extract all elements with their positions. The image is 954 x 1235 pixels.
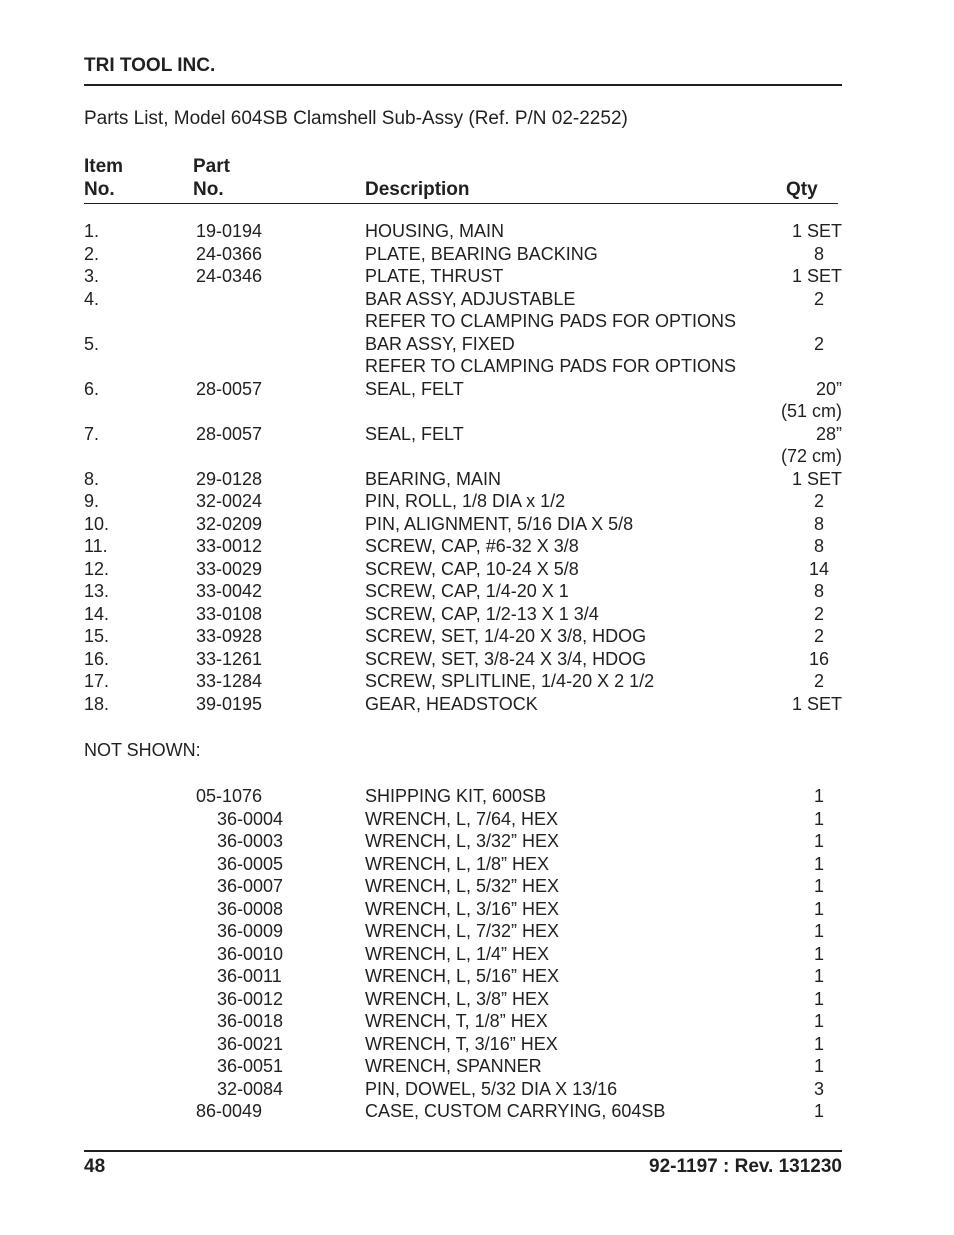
item-number: 7.	[84, 423, 100, 444]
table-row	[0, 965, 954, 988]
table-row	[0, 648, 954, 671]
column-header-part	[193, 155, 230, 201]
part-description: WRENCH, T, 3/16” HEX	[365, 1033, 558, 1054]
item-number: 14.	[84, 603, 110, 624]
part-description: SCREW, SET, 1/4-20 X 3/8, HDOG	[365, 626, 647, 646]
parts-table	[0, 220, 954, 715]
table-row	[0, 423, 954, 446]
item-number: 5.	[84, 333, 100, 354]
part-number: 36-0011	[217, 966, 282, 986]
part-description: SCREW, CAP, 1/2-13 X 1 3/4	[365, 603, 599, 624]
item-number: 2.	[84, 243, 100, 264]
part-number: 36-0012	[217, 988, 284, 1009]
table-row	[0, 1010, 954, 1033]
table-row	[0, 1100, 954, 1123]
table-row	[0, 558, 954, 581]
part-number: 24-0366	[196, 243, 263, 264]
item-number: 13.	[84, 581, 110, 601]
column-header-part-line2: No.	[193, 179, 224, 200]
item-number: 9.	[84, 491, 100, 511]
part-quantity: 2	[813, 603, 824, 624]
not-shown-label: NOT SHOWN:	[84, 740, 201, 760]
part-number: 33-0108	[196, 603, 263, 624]
table-row	[0, 1078, 954, 1101]
part-number: 28-0057	[196, 423, 263, 444]
part-number: 32-0209	[196, 513, 263, 534]
item-number: 3.	[84, 266, 100, 286]
table-row	[0, 288, 954, 311]
part-description: CASE, CUSTOM CARRYING, 604SB	[365, 1101, 666, 1121]
part-number: 36-0010	[217, 943, 284, 964]
part-quantity: 16	[808, 648, 830, 669]
part-description: SEAL, FELT	[365, 423, 464, 444]
column-header-item-line1: Item	[84, 156, 124, 177]
part-number: 39-0195	[196, 693, 263, 714]
part-number: 24-0346	[196, 266, 263, 286]
part-number: 05-1076	[196, 786, 263, 806]
item-number: 4.	[84, 288, 100, 309]
part-description: WRENCH, L, 3/8” HEX	[365, 988, 550, 1009]
page-subtitle: Parts List, Model 604SB Clamshell Sub-Assy (Ref. P/N 02-2252)	[84, 108, 628, 129]
part-number: 36-0009	[217, 921, 284, 941]
table-row	[0, 670, 954, 693]
table-row	[0, 378, 954, 401]
part-number: 33-0042	[196, 581, 263, 601]
part-description: SCREW, CAP, 1/4-20 X 1	[365, 581, 569, 601]
part-quantity: 1	[813, 808, 824, 829]
column-header-item	[84, 155, 123, 201]
table-row	[0, 1033, 954, 1056]
part-quantity: 1 SET	[791, 693, 842, 714]
part-number: 36-0005	[217, 853, 284, 874]
part-quantity: 2	[813, 626, 824, 646]
part-quantity: 1	[813, 786, 824, 806]
item-number: 17.	[84, 671, 110, 691]
part-quantity: 8	[813, 581, 824, 601]
part-description: WRENCH, L, 3/16” HEX	[365, 898, 560, 919]
table-row	[0, 920, 954, 943]
part-quantity: 1	[813, 876, 824, 896]
table-row	[0, 875, 954, 898]
table-row	[0, 400, 954, 423]
part-quantity: 2	[813, 333, 824, 354]
part-quantity: 14	[808, 558, 830, 579]
part-quantity: 2	[813, 671, 824, 691]
part-quantity: 3	[813, 1078, 824, 1099]
part-number: 86-0049	[196, 1101, 263, 1121]
part-quantity: 1	[813, 1101, 824, 1121]
part-number: 29-0128	[196, 468, 263, 489]
table-row	[0, 265, 954, 288]
table-row	[0, 625, 954, 648]
table-row	[0, 853, 954, 876]
item-number: 18.	[84, 693, 110, 714]
item-number: 11.	[84, 536, 108, 556]
part-number: 32-0024	[196, 491, 263, 511]
part-description: BEARING, MAIN	[365, 468, 502, 489]
item-number: 10.	[84, 513, 110, 534]
part-description: WRENCH, L, 1/8” HEX	[365, 853, 550, 874]
part-number: 36-0021	[217, 1033, 284, 1054]
part-description: REFER TO CLAMPING PADS FOR OPTIONS	[365, 311, 737, 331]
table-row	[0, 603, 954, 626]
part-quantity: 28”	[815, 423, 842, 444]
company-name: TRI TOOL INC.	[84, 55, 216, 76]
part-description: WRENCH, L, 3/32” HEX	[365, 831, 560, 851]
part-description: GEAR, HEADSTOCK	[365, 693, 538, 714]
table-row	[0, 333, 954, 356]
column-header-qty: Qty	[786, 179, 818, 200]
part-quantity: 1	[813, 943, 824, 964]
page-number: 48	[84, 1156, 106, 1177]
part-number: 36-0007	[217, 876, 284, 896]
footer-rule	[84, 1150, 842, 1152]
part-number: 33-0928	[196, 626, 263, 646]
part-description: WRENCH, T, 1/8” HEX	[365, 1011, 548, 1031]
part-quantity: 1	[813, 988, 824, 1009]
table-row	[0, 988, 954, 1011]
part-number: 33-1261	[196, 648, 263, 669]
table-row	[0, 693, 954, 716]
part-description: WRENCH, L, 5/16” HEX	[365, 966, 560, 986]
part-description: SCREW, CAP, 10-24 X 5/8	[365, 558, 579, 579]
part-description: HOUSING, MAIN	[365, 221, 505, 241]
part-quantity: 20”	[815, 378, 842, 399]
part-description: WRENCH, L, 7/64, HEX	[365, 808, 559, 829]
table-row	[0, 243, 954, 266]
table-row	[0, 1055, 954, 1078]
part-description: WRENCH, L, 5/32” HEX	[365, 876, 560, 896]
part-number: 36-0018	[217, 1011, 284, 1031]
table-row	[0, 785, 954, 808]
table-row	[0, 220, 954, 243]
item-number: 6.	[84, 378, 100, 399]
column-header-rule	[84, 203, 838, 204]
part-number: 32-0084	[217, 1078, 284, 1099]
part-quantity: 8	[813, 536, 824, 556]
item-number: 16.	[84, 648, 110, 669]
part-quantity: 1	[813, 1033, 824, 1054]
part-description: PLATE, THRUST	[365, 266, 504, 286]
part-number: 36-0008	[217, 898, 284, 919]
part-description: SCREW, CAP, #6-32 X 3/8	[365, 536, 579, 556]
part-quantity: 1	[813, 1056, 824, 1076]
column-header-part-line1: Part	[193, 156, 230, 177]
table-row	[0, 310, 954, 333]
part-description: PIN, DOWEL, 5/32 DIA X 13/16	[365, 1078, 618, 1099]
table-row	[0, 513, 954, 536]
part-description: PIN, ALIGNMENT, 5/16 DIA X 5/8	[365, 513, 634, 534]
part-description: REFER TO CLAMPING PADS FOR OPTIONS	[365, 356, 737, 376]
part-quantity: 1	[813, 898, 824, 919]
table-row	[0, 355, 954, 378]
part-number: 36-0004	[217, 808, 284, 829]
part-description: SCREW, SPLITLINE, 1/4-20 X 2 1/2	[365, 671, 655, 691]
part-quantity: 1	[813, 1011, 824, 1031]
part-number: 33-1284	[196, 671, 263, 691]
item-number: 15.	[84, 626, 110, 646]
table-row	[0, 468, 954, 491]
part-number: 33-0012	[196, 536, 263, 556]
part-description: WRENCH, L, 7/32” HEX	[365, 921, 560, 941]
part-quantity: 1	[813, 921, 824, 941]
part-quantity: 2	[813, 288, 824, 309]
part-quantity: 1 SET	[791, 468, 842, 489]
part-description: SHIPPING KIT, 600SB	[365, 786, 547, 806]
table-row	[0, 830, 954, 853]
part-number: 19-0194	[196, 221, 263, 241]
table-row	[0, 943, 954, 966]
part-quantity: 8	[813, 513, 824, 534]
part-description: PLATE, BEARING BACKING	[365, 243, 598, 264]
part-number: 36-0003	[217, 831, 284, 851]
item-number: 12.	[84, 558, 110, 579]
table-row	[0, 808, 954, 831]
not-shown-table	[0, 785, 954, 1123]
part-quantity: 1	[813, 853, 824, 874]
part-quantity: 1 SET	[791, 221, 842, 241]
header-rule	[84, 84, 842, 86]
part-description: PIN, ROLL, 1/8 DIA x 1/2	[365, 491, 566, 511]
part-number: 36-0051	[217, 1056, 284, 1076]
item-number: 1.	[84, 221, 100, 241]
part-quantity: 1	[813, 831, 824, 851]
part-quantity: 1 SET	[791, 266, 842, 286]
part-description: WRENCH, SPANNER	[365, 1056, 542, 1076]
table-row	[0, 898, 954, 921]
part-quantity: 1	[813, 966, 824, 986]
table-row	[0, 490, 954, 513]
part-number: 33-0029	[196, 558, 263, 579]
part-description: SCREW, SET, 3/8-24 X 3/4, HDOG	[365, 648, 647, 669]
part-quantity: 2	[813, 491, 824, 511]
table-row	[0, 535, 954, 558]
column-header-item-line2: No.	[84, 179, 115, 200]
part-description: SEAL, FELT	[365, 378, 464, 399]
part-number: 28-0057	[196, 378, 263, 399]
part-description: WRENCH, L, 1/4” HEX	[365, 943, 550, 964]
item-number: 8.	[84, 468, 100, 489]
part-quantity: (51 cm)	[780, 401, 842, 421]
part-description: BAR ASSY, FIXED	[365, 333, 515, 354]
part-description: BAR ASSY, ADJUSTABLE	[365, 288, 576, 309]
part-quantity: 8	[813, 243, 824, 264]
document-revision: 92-1197 : Rev. 131230	[649, 1156, 842, 1177]
table-row	[0, 445, 954, 468]
table-row	[0, 580, 954, 603]
column-header-description: Description	[365, 179, 470, 200]
part-quantity: (72 cm)	[780, 446, 842, 466]
